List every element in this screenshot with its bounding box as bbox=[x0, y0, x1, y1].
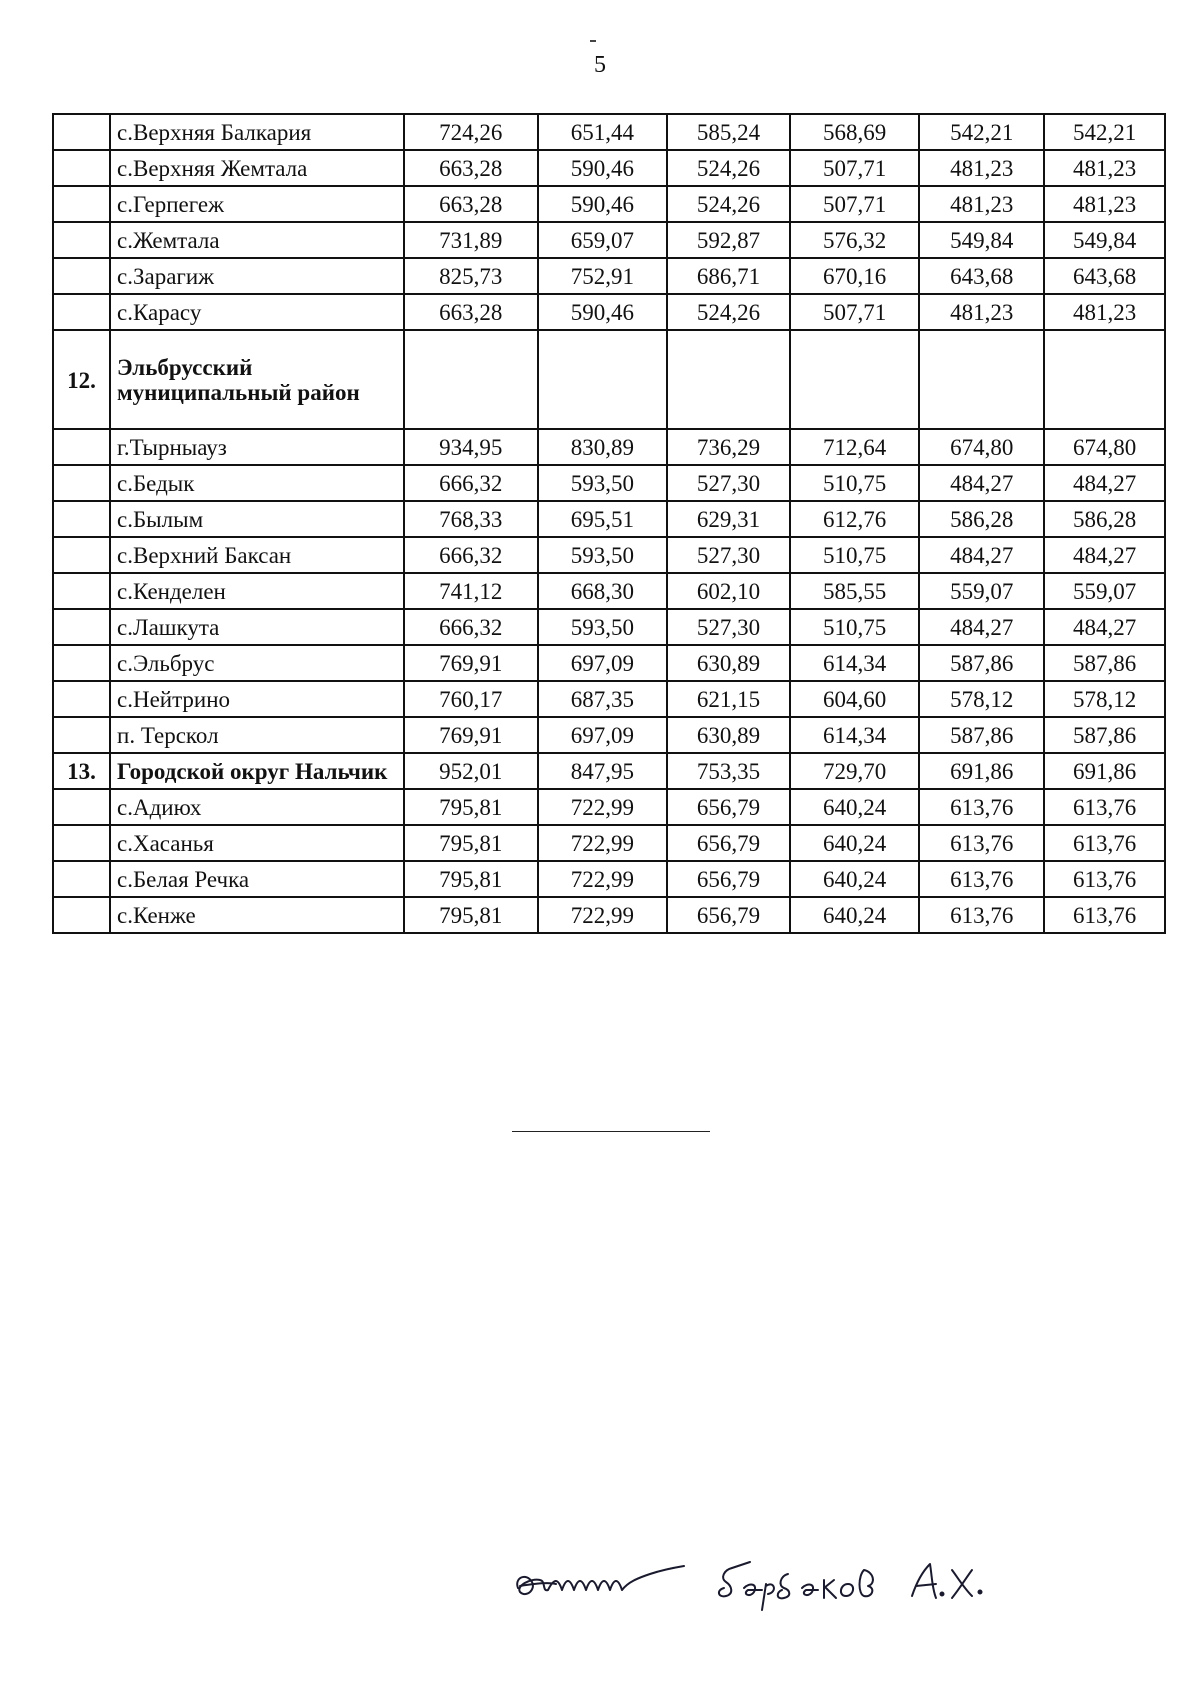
row-number-cell bbox=[53, 717, 110, 753]
value-cell: 613,76 bbox=[919, 897, 1044, 933]
table-row bbox=[53, 609, 1165, 645]
value-cell: 795,81 bbox=[404, 789, 538, 825]
value-cell bbox=[538, 330, 667, 429]
value-cell: 663,28 bbox=[404, 150, 538, 186]
value-cell: 795,81 bbox=[404, 825, 538, 861]
value-cell: 686,71 bbox=[667, 258, 790, 294]
value-cell: 576,32 bbox=[790, 222, 919, 258]
value-cell: 736,29 bbox=[667, 429, 790, 465]
value-cell: 587,86 bbox=[919, 645, 1044, 681]
table-row bbox=[53, 294, 1165, 330]
value-cell: 640,24 bbox=[790, 861, 919, 897]
settlement-name-cell: с.Зарагиж bbox=[110, 258, 404, 294]
value-cell: 934,95 bbox=[404, 429, 538, 465]
value-cell: 614,34 bbox=[790, 645, 919, 681]
value-cell: 630,89 bbox=[667, 645, 790, 681]
value-cell: 604,60 bbox=[790, 681, 919, 717]
value-cell: 663,28 bbox=[404, 186, 538, 222]
row-number-cell bbox=[53, 789, 110, 825]
row-number-cell bbox=[53, 537, 110, 573]
value-cell: 484,27 bbox=[1044, 465, 1165, 501]
value-cell bbox=[1044, 330, 1165, 429]
value-cell: 640,24 bbox=[790, 897, 919, 933]
value-cell: 722,99 bbox=[538, 825, 667, 861]
table-row bbox=[53, 429, 1165, 465]
value-cell: 795,81 bbox=[404, 897, 538, 933]
value-cell: 656,79 bbox=[667, 825, 790, 861]
value-cell: 507,71 bbox=[790, 186, 919, 222]
value-cell: 481,23 bbox=[1044, 186, 1165, 222]
value-cell: 712,64 bbox=[790, 429, 919, 465]
value-cell: 697,09 bbox=[538, 645, 667, 681]
row-number-cell bbox=[53, 114, 110, 150]
value-cell: 585,55 bbox=[790, 573, 919, 609]
value-cell bbox=[790, 330, 919, 429]
value-cell: 666,32 bbox=[404, 537, 538, 573]
value-cell: 752,91 bbox=[538, 258, 667, 294]
value-cell: 507,71 bbox=[790, 150, 919, 186]
value-cell: 613,76 bbox=[919, 825, 1044, 861]
value-cell: 629,31 bbox=[667, 501, 790, 537]
value-cell: 769,91 bbox=[404, 645, 538, 681]
value-cell: 559,07 bbox=[1044, 573, 1165, 609]
value-cell: 593,50 bbox=[538, 609, 667, 645]
value-cell: 549,84 bbox=[919, 222, 1044, 258]
row-number-cell bbox=[53, 861, 110, 897]
value-cell: 614,34 bbox=[790, 717, 919, 753]
value-cell: 586,28 bbox=[1044, 501, 1165, 537]
value-cell bbox=[667, 330, 790, 429]
value-cell: 656,79 bbox=[667, 897, 790, 933]
value-cell: 613,76 bbox=[919, 861, 1044, 897]
row-number-cell: 13. bbox=[53, 753, 110, 789]
row-number-cell bbox=[53, 465, 110, 501]
value-cell: 668,30 bbox=[538, 573, 667, 609]
value-cell: 510,75 bbox=[790, 537, 919, 573]
table-row bbox=[53, 825, 1165, 861]
price-table bbox=[52, 113, 1166, 934]
value-cell: 729,70 bbox=[790, 753, 919, 789]
value-cell: 568,69 bbox=[790, 114, 919, 150]
table-row bbox=[53, 753, 1165, 789]
value-cell bbox=[919, 330, 1044, 429]
value-cell: 549,84 bbox=[1044, 222, 1165, 258]
value-cell: 613,76 bbox=[919, 789, 1044, 825]
settlement-name-cell: с.Лашкута bbox=[110, 609, 404, 645]
value-cell: 691,86 bbox=[919, 753, 1044, 789]
table-row bbox=[53, 681, 1165, 717]
table-row bbox=[53, 789, 1165, 825]
value-cell: 484,27 bbox=[1044, 609, 1165, 645]
value-cell: 510,75 bbox=[790, 465, 919, 501]
value-cell: 590,46 bbox=[538, 186, 667, 222]
settlement-name-cell: с.Карасу bbox=[110, 294, 404, 330]
table-row bbox=[53, 573, 1165, 609]
value-cell: 830,89 bbox=[538, 429, 667, 465]
row-number-cell bbox=[53, 645, 110, 681]
value-cell: 674,80 bbox=[1044, 429, 1165, 465]
value-cell: 640,24 bbox=[790, 789, 919, 825]
value-cell: 795,81 bbox=[404, 861, 538, 897]
value-cell: 507,71 bbox=[790, 294, 919, 330]
value-cell: 722,99 bbox=[538, 897, 667, 933]
value-cell: 527,30 bbox=[667, 537, 790, 573]
value-cell: 825,73 bbox=[404, 258, 538, 294]
value-cell: 527,30 bbox=[667, 465, 790, 501]
value-cell: 613,76 bbox=[1044, 825, 1165, 861]
value-cell: 847,95 bbox=[538, 753, 667, 789]
value-cell: 481,23 bbox=[919, 294, 1044, 330]
value-cell: 612,76 bbox=[790, 501, 919, 537]
value-cell: 760,17 bbox=[404, 681, 538, 717]
settlement-name-cell: с.Верхняя Балкария bbox=[110, 114, 404, 150]
settlement-name-cell: Городской округ Нальчик bbox=[110, 753, 404, 789]
value-cell: 481,23 bbox=[919, 150, 1044, 186]
row-number-cell bbox=[53, 501, 110, 537]
settlement-name-cell: с.Кенделен bbox=[110, 573, 404, 609]
value-cell: 651,44 bbox=[538, 114, 667, 150]
table-row bbox=[53, 114, 1165, 150]
table-row bbox=[53, 501, 1165, 537]
value-cell: 691,86 bbox=[1044, 753, 1165, 789]
row-number-cell bbox=[53, 222, 110, 258]
value-cell: 590,46 bbox=[538, 294, 667, 330]
value-cell: 542,21 bbox=[1044, 114, 1165, 150]
table-row bbox=[53, 150, 1165, 186]
settlement-name-cell: с.Кенже bbox=[110, 897, 404, 933]
value-cell: 484,27 bbox=[1044, 537, 1165, 573]
value-cell: 674,80 bbox=[919, 429, 1044, 465]
value-cell: 524,26 bbox=[667, 150, 790, 186]
end-separator-line bbox=[512, 1131, 710, 1132]
table-row bbox=[53, 258, 1165, 294]
table-row bbox=[53, 537, 1165, 573]
value-cell: 724,26 bbox=[404, 114, 538, 150]
value-cell: 593,50 bbox=[538, 465, 667, 501]
value-cell: 481,23 bbox=[919, 186, 1044, 222]
value-cell: 578,12 bbox=[1044, 681, 1165, 717]
table-row bbox=[53, 861, 1165, 897]
settlement-name-cell: с.Белая Речка bbox=[110, 861, 404, 897]
value-cell: 643,68 bbox=[919, 258, 1044, 294]
value-cell: 484,27 bbox=[919, 537, 1044, 573]
table-row bbox=[53, 222, 1165, 258]
row-number-cell bbox=[53, 609, 110, 645]
value-cell: 587,86 bbox=[919, 717, 1044, 753]
row-number-cell bbox=[53, 186, 110, 222]
settlement-name-cell: с.Нейтрино bbox=[110, 681, 404, 717]
table-row bbox=[53, 717, 1165, 753]
value-cell: 722,99 bbox=[538, 861, 667, 897]
value-cell: 613,76 bbox=[1044, 789, 1165, 825]
value-cell: 578,12 bbox=[919, 681, 1044, 717]
value-cell: 697,09 bbox=[538, 717, 667, 753]
table-row bbox=[53, 645, 1165, 681]
settlement-name-cell: с.Герпегеж bbox=[110, 186, 404, 222]
value-cell: 593,50 bbox=[538, 537, 667, 573]
value-cell: 731,89 bbox=[404, 222, 538, 258]
value-cell: 613,76 bbox=[1044, 897, 1165, 933]
row-number-cell bbox=[53, 150, 110, 186]
settlement-name-cell: Эльбрусский муниципальный район bbox=[110, 330, 404, 429]
value-cell: 586,28 bbox=[919, 501, 1044, 537]
page-number: 5 bbox=[594, 52, 606, 78]
table-row bbox=[53, 186, 1165, 222]
value-cell: 484,27 bbox=[919, 465, 1044, 501]
value-cell: 587,86 bbox=[1044, 645, 1165, 681]
settlement-name-cell: с.Жемтала bbox=[110, 222, 404, 258]
value-cell: 524,26 bbox=[667, 294, 790, 330]
value-cell: 602,10 bbox=[667, 573, 790, 609]
settlement-name-cell: г.Тырныауз bbox=[110, 429, 404, 465]
settlement-name-cell: с.Верхний Баксан bbox=[110, 537, 404, 573]
value-cell: 640,24 bbox=[790, 825, 919, 861]
value-cell: 559,07 bbox=[919, 573, 1044, 609]
settlement-name-cell: с.Бедык bbox=[110, 465, 404, 501]
table-row bbox=[53, 897, 1165, 933]
row-number-cell bbox=[53, 897, 110, 933]
value-cell: 753,35 bbox=[667, 753, 790, 789]
value-cell: 484,27 bbox=[919, 609, 1044, 645]
value-cell: 666,32 bbox=[404, 609, 538, 645]
dash-mark bbox=[590, 40, 596, 42]
settlement-name-cell: с.Адиюх bbox=[110, 789, 404, 825]
value-cell: 656,79 bbox=[667, 789, 790, 825]
value-cell: 527,30 bbox=[667, 609, 790, 645]
value-cell: 741,12 bbox=[404, 573, 538, 609]
row-number-cell bbox=[53, 825, 110, 861]
value-cell bbox=[404, 330, 538, 429]
value-cell: 656,79 bbox=[667, 861, 790, 897]
value-cell: 663,28 bbox=[404, 294, 538, 330]
table-body bbox=[53, 114, 1165, 933]
value-cell: 722,99 bbox=[538, 789, 667, 825]
value-cell: 510,75 bbox=[790, 609, 919, 645]
signature bbox=[512, 1548, 1072, 1618]
value-cell: 542,21 bbox=[919, 114, 1044, 150]
row-number-cell bbox=[53, 258, 110, 294]
value-cell: 481,23 bbox=[1044, 150, 1165, 186]
value-cell: 621,15 bbox=[667, 681, 790, 717]
row-number-cell bbox=[53, 294, 110, 330]
settlement-name-cell: п. Терскол bbox=[110, 717, 404, 753]
value-cell: 630,89 bbox=[667, 717, 790, 753]
value-cell: 768,33 bbox=[404, 501, 538, 537]
value-cell: 952,01 bbox=[404, 753, 538, 789]
settlement-name-cell: с.Эльбрус bbox=[110, 645, 404, 681]
value-cell: 481,23 bbox=[1044, 294, 1165, 330]
value-cell: 643,68 bbox=[1044, 258, 1165, 294]
value-cell: 585,24 bbox=[667, 114, 790, 150]
value-cell: 687,35 bbox=[538, 681, 667, 717]
settlement-name-cell: с.Былым bbox=[110, 501, 404, 537]
value-cell: 670,16 bbox=[790, 258, 919, 294]
value-cell: 592,87 bbox=[667, 222, 790, 258]
value-cell: 666,32 bbox=[404, 465, 538, 501]
row-number-cell bbox=[53, 573, 110, 609]
value-cell: 590,46 bbox=[538, 150, 667, 186]
value-cell: 587,86 bbox=[1044, 717, 1165, 753]
row-number-cell bbox=[53, 681, 110, 717]
row-number-cell: 12. bbox=[53, 330, 110, 429]
settlement-name-cell: с.Хасанья bbox=[110, 825, 404, 861]
value-cell: 524,26 bbox=[667, 186, 790, 222]
value-cell: 695,51 bbox=[538, 501, 667, 537]
value-cell: 613,76 bbox=[1044, 861, 1165, 897]
value-cell: 659,07 bbox=[538, 222, 667, 258]
value-cell: 769,91 bbox=[404, 717, 538, 753]
row-number-cell bbox=[53, 429, 110, 465]
settlement-name-cell: с.Верхняя Жемтала bbox=[110, 150, 404, 186]
table-row bbox=[53, 330, 1165, 429]
table-row bbox=[53, 465, 1165, 501]
